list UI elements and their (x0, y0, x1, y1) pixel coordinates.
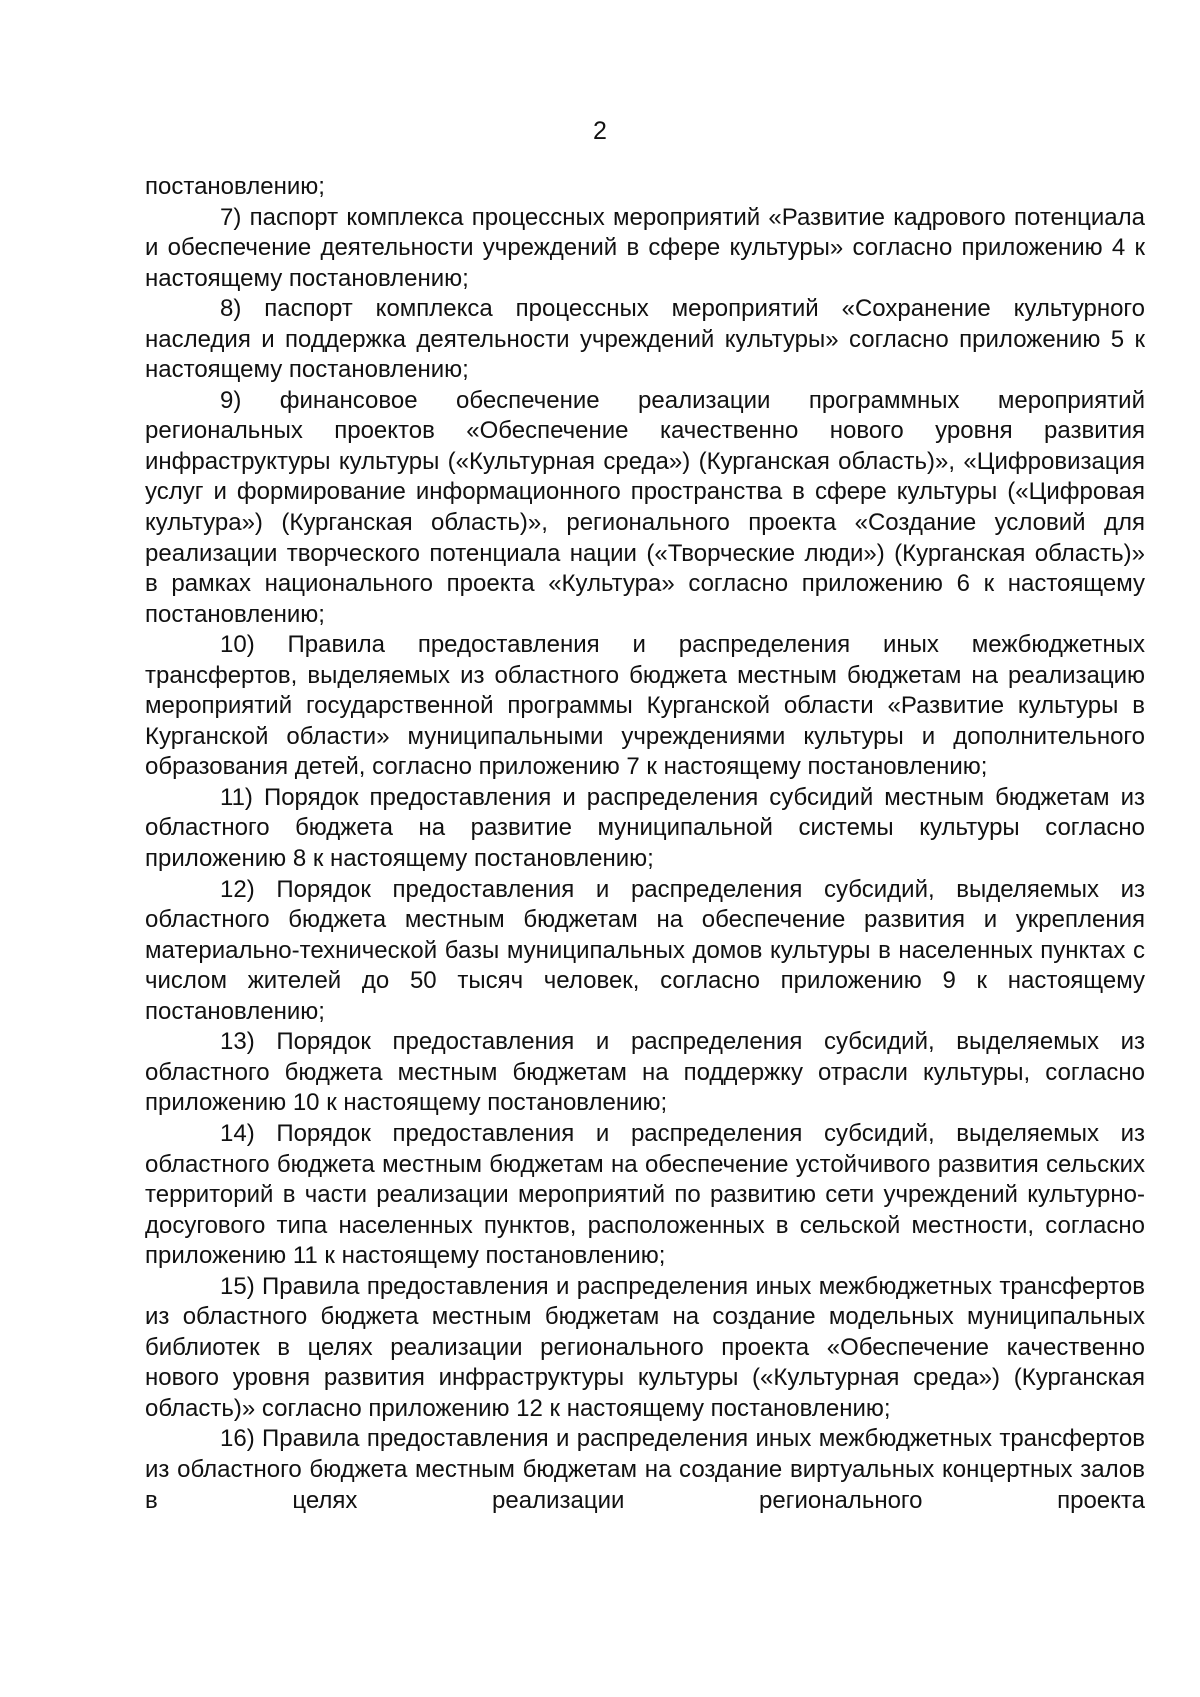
page-number: 2 (593, 117, 607, 145)
paragraph-item-11: 11) Порядок предоставления и распределения субсидий местным бюджетам из областного бюджета на развитие муниципальной системы культуры согласно приложению 8 к настоящему постановлению; (145, 783, 1145, 873)
document-body (145, 172, 1145, 1516)
paragraph-item-16: 16) Правила предоставления и распределения иных межбюджетных трансфертов из областного бюджета местным бюджетам на создание виртуальных концертных залов в целях реализации регионального проекта (145, 1425, 1145, 1514)
paragraph-item-8: 8) паспорт комплекса процессных мероприятий «Сохранение культурного наследия и поддержка деятельности учреждений культуры» согласно приложению 5 к настоящему постановлению; (145, 295, 1145, 384)
paragraph-item-15: 15) Правила предоставления и распределения иных межбюджетных трансфертов из областного бюджета местным бюджетам на создание модельных муниципальных библиотек в целях реализации регионального проекта «Обеспечение качественно нового уровня развития инфраструктуры культуры («Культурная среда») (Курганская область)» согласно приложению 12 к настоящему постановлению; (145, 1272, 1145, 1422)
paragraph-item-9: 9) финансовое обеспечение реализации программных мероприятий региональных проектов «Обеспечение качественно нового уровня развития инфраструктуры культуры («Культурная среда») (Курганская область)», «Цифровизация услуг и формирование информационного пространства в сфере культуры («Цифровая культура») (Курганская область)», регионального проекта «Создание условий для реализации творческого потенциала нации («Творческие люди») (Курганская область)» в рамках национального проекта «Культура» согласно приложению 6 к настоящему постановлению; (145, 386, 1145, 628)
paragraph-item-7: 7) паспорт комплекса процессных мероприятий «Развитие кадрового потенциала и обеспечение деятельности учреждений в сфере культуры» согласно приложению 4 к настоящему постановлению; (145, 203, 1145, 292)
paragraph-item-13: 13) Порядок предоставления и распределения субсидий, выделяемых из областного бюджета местным бюджетам на поддержку отрасли культуры, согласно приложению 10 к настоящему постановлению; (145, 1028, 1145, 1117)
paragraph-item-12: 12) Порядок предоставления и распределения субсидий, выделяемых из областного бюджета местным бюджетам на обеспечение развития и укрепления материально-технической базы муниципальных домов культуры в населенных пунктах с числом жителей до 50 тысяч человек, согласно приложению 9 к настоящему постановлению; (145, 875, 1145, 1025)
paragraph-item-10: 10) Правила предоставления и распределения иных межбюджетных трансфертов, выделяемых из областного бюджета местным бюджетам на реализацию мероприятий государственной программы Курганской области «Развитие культуры в Курганской области» муниципальными учреждениями культуры и дополнительного образования детей, согласно приложению 7 к настоящему постановлению; (145, 631, 1145, 781)
paragraph-continuation: постановлению; (145, 173, 325, 200)
paragraph-item-14: 14) Порядок предоставления и распределения субсидий, выделяемых из областного бюджета местным бюджетам на обеспечение устойчивого развития сельских территорий в части реализации мероприятий по развитию сети учреждений культурно-досугового типа населенных пунктов, расположенных в сельской местности, согласно приложению 11 к настоящему постановлению; (145, 1119, 1145, 1270)
